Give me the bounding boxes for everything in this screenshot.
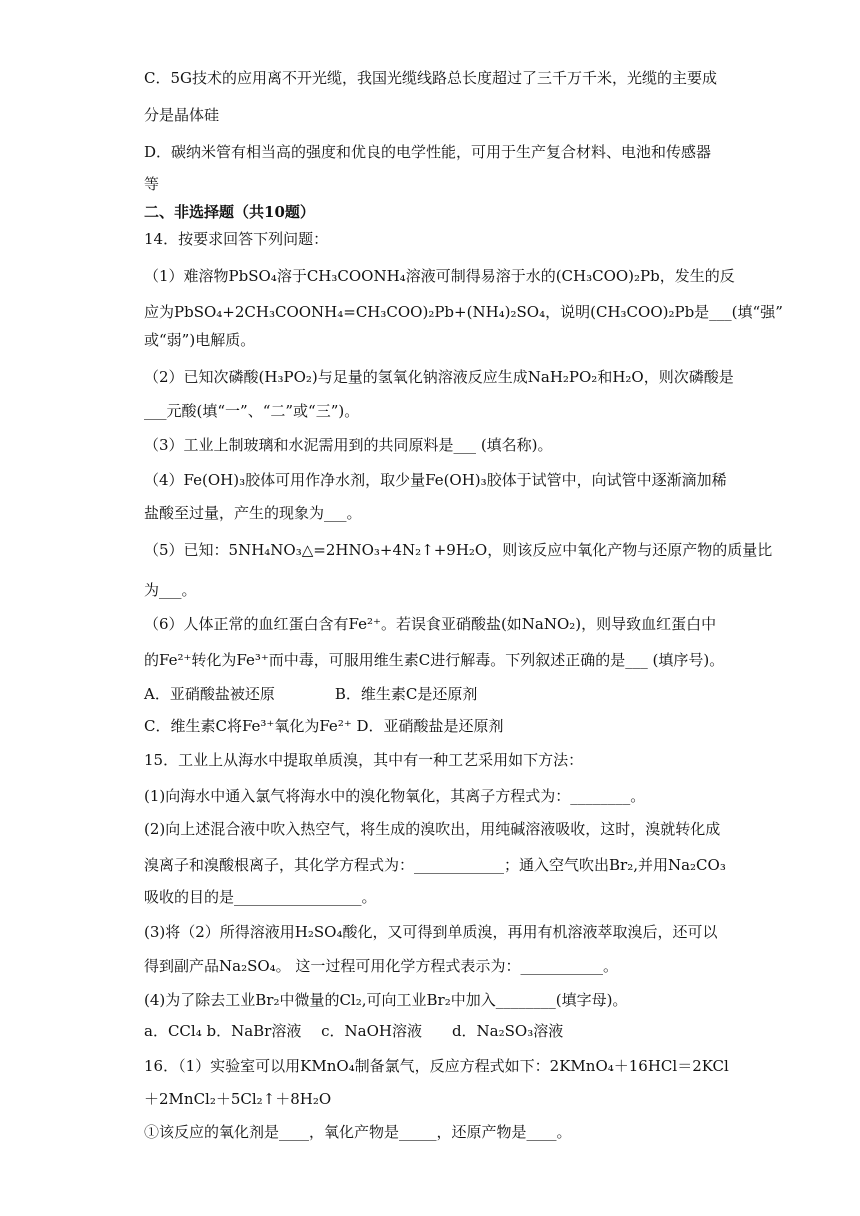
q14-p6-line2: 的Fe²⁺转化为Fe³⁺而中毒，可服用维生素C进行解毒。下列叙述正确的是___ (填序号)。: [144, 651, 725, 669]
q14-p1-line2: 应为PbSO₄+2CH₃COONH₄=CH₃COO)₂Pb+(NH₄)₂SO₄，说明(CH₃COO)₂Pb是___(填“强”: [144, 303, 783, 321]
q14-p5-line1: （5）已知：5NH₄NO₃△=2HNO₃+4N₂↑+9H₂O，则该反应中氧化产物与还原产物的质量比: [144, 541, 773, 559]
option-d-line2: 等: [144, 175, 160, 193]
q14-p4-line2: 盐酸至过量，产生的现象为___。: [144, 504, 362, 522]
option-c-line1: C．5G技术的应用离不开光缆，我国光缆线路总长度超过了三千万千米，光缆的主要成: [144, 69, 718, 87]
q15-p1: (1)向海水中通入氯气将海水中的溴化物氧化，其离子方程式为：________。: [144, 787, 646, 805]
q16-p1-q1: ①该反应的氧化剂是____，氧化产物是_____，还原产物是____。: [144, 1123, 572, 1141]
q16-p1-line2: ＋2MnCl₂＋5Cl₂↑＋8H₂O: [144, 1090, 332, 1108]
q14-p4-line1: （4）Fe(OH)₃胶体可用作净水剂，取少量Fe(OH)₃胶体于试管中，向试管中逐渐滴加稀: [144, 471, 727, 489]
q15-p3-line2: 得到副产品Na₂SO₄。 这一过程可用化学方程式表示为：___________。: [144, 957, 618, 975]
q15-p4-options: a．CCl₄ b．NaBr溶液 c．NaOH溶液 d．Na₂SO₃溶液: [144, 1022, 564, 1040]
q15-p4: (4)为了除去工业Br₂中微量的Cl₂,可向工业Br₂中加入________(填字母)。: [144, 991, 628, 1009]
q14-p2-line1: （2）已知次磷酸(H₃PO₂)与足量的氢氧化钠溶液反应生成NaH₂PO₂和H₂O，则次磷酸是: [144, 368, 734, 386]
q14-p3: （3）工业上制玻璃和水泥需用到的共同原料是___ (填名称)。: [144, 436, 553, 454]
q14-p1-line3: 或“弱”)电解质。: [144, 331, 256, 349]
option-c-line2: 分是晶体硅: [144, 106, 220, 124]
section-heading: 二、非选择题（共10题）: [144, 203, 315, 221]
q14-p6-options-ab: A．亚硝酸盐被还原 B．维生素C是还原剂: [144, 685, 478, 703]
q14-p1-line1: （1）难溶物PbSO₄溶于CH₃COONH₄溶液可制得易溶于水的(CH₃COO)₂Pb，发生的反: [144, 267, 735, 285]
q15-p3-line1: (3)将（2）所得溶液用H₂SO₄酸化，又可得到单质溴，再用有机溶液萃取溴后，还可以: [144, 923, 718, 941]
q14-p6-line1: （6）人体正常的血红蛋白含有Fe²⁺。若误食亚硝酸盐(如NaNO₂)，则导致血红蛋白中: [144, 615, 717, 633]
q15-p2-line1: (2)向上述混合液中吹入热空气，将生成的溴吹出，用纯碱溶液吸收，这时，溴就转化成: [144, 820, 721, 838]
q14-p6-options-cd: C．维生素C将Fe³⁺氧化为Fe²⁺ D．亚硝酸盐是还原剂: [144, 717, 504, 735]
q14-stem: 14．按要求回答下列问题：: [144, 230, 329, 248]
q14-p2-line2: ___元酸(填“一”、“二”或“三”)。: [144, 402, 360, 420]
q15-p2-line3: 吸收的目的是_________________。: [144, 888, 377, 906]
q14-p5-line2: 为___。: [144, 581, 197, 599]
option-d-line1: D．碳纳米管有相当高的强度和优良的电学性能，可用于生产复合材料、电池和传感器: [144, 143, 712, 161]
q16-p1-line1: 16．（1）实验室可以用KMnO₄制备氯气，反应方程式如下：2KMnO₄＋16HCl＝2KCl: [144, 1057, 729, 1075]
q15-stem: 15．工业上从海水中提取单质溴，其中有一种工艺采用如下方法：: [144, 751, 584, 769]
q15-p2-line2: 溴离子和溴酸根离子，其化学方程式为：____________；通入空气吹出Br₂,并用Na₂CO₃: [144, 856, 726, 874]
